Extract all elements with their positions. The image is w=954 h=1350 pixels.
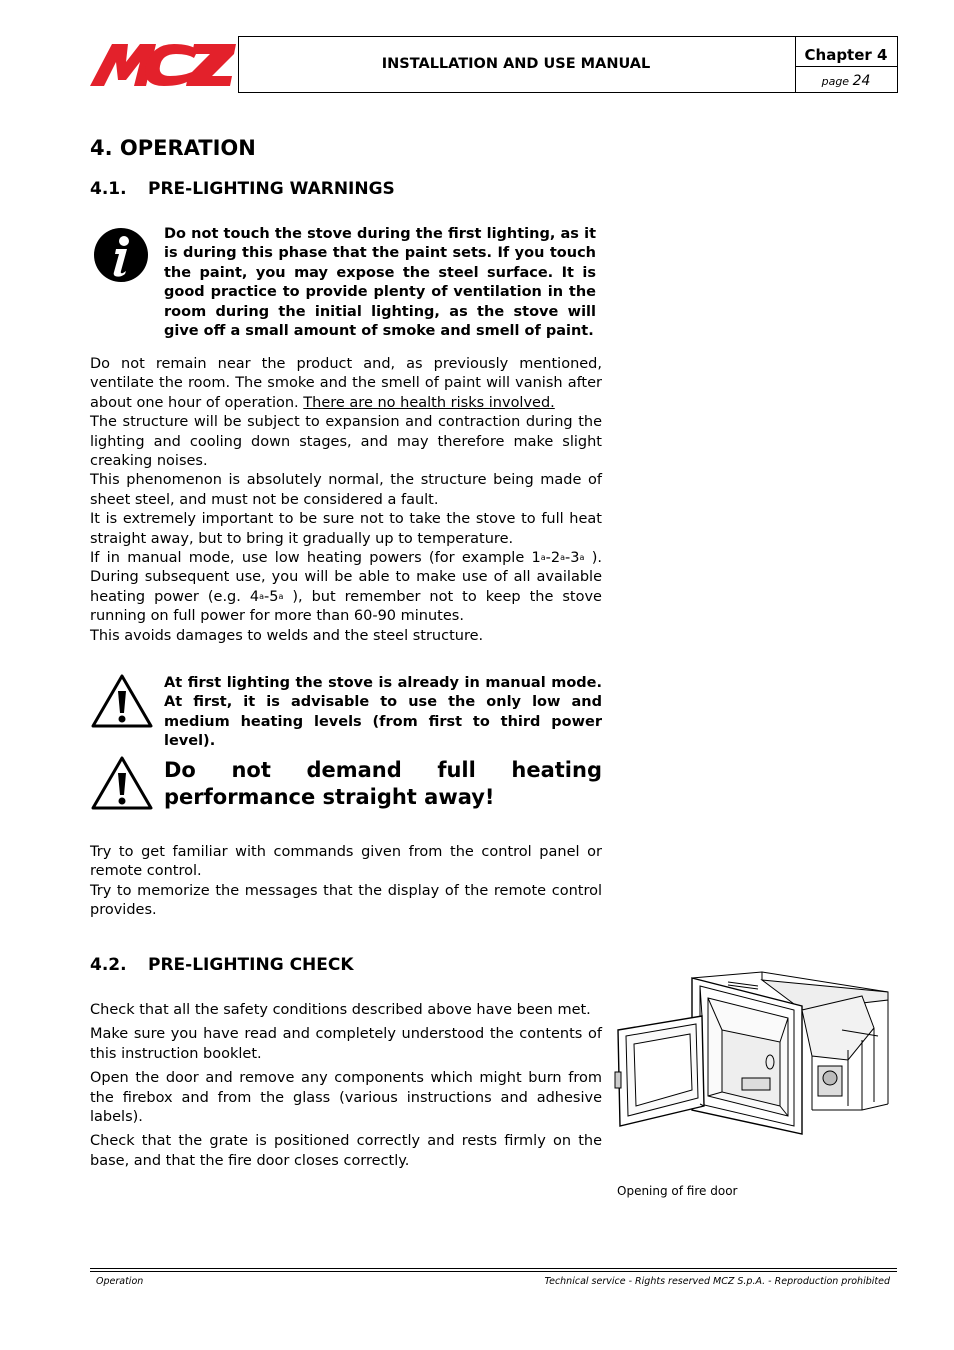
paragraph: It is extremely important to be sure not to take the stove to full heat straight away, but to bring it gradually up to temperature. [90,511,602,547]
paragraph: The structure will be subject to expansion and contraction during the lighting and cooling down stages, and may therefore make slight creaking noises. [90,414,602,470]
paragraph: Try to memorize the messages that the display of the remote control provides. [90,882,602,919]
superscript: a [560,553,566,563]
mcz-logo [90,44,236,86]
figure-caption: Opening of fire door [617,1184,738,1198]
page-number [795,73,897,89]
text-span: -2 [545,550,561,567]
stove-door-figure [612,970,892,1146]
subsection-heading-check [90,955,354,975]
text-span: ), but remember not to keep the stove running on full power for more than 60-90 minutes. [90,588,602,625]
familiarize-body [90,843,602,921]
paragraph: Check that all the safety conditions described above have been met. [90,1002,591,1018]
text-span: Do not remain near the product and, as previously mentioned, ventilate the room. The smoke and the smell of paint will vanish after about one hour of operation. [90,356,602,411]
subsection-heading-warnings [90,179,395,199]
paragraph: Make sure you have read and completely understood the contents of this instruction booklet. [90,1026,602,1062]
subsection-title: PRE-LIGHTING CHECK [148,955,354,975]
subsection-number: 4.2. [90,955,127,975]
superscript: a [540,553,546,563]
warning-triangle-icon [90,673,154,729]
paragraph: This phenomenon is absolutely normal, the structure being made of sheet steel, and must not be considered a fault. [90,472,602,508]
footer-section: Operation [96,1276,144,1287]
info-note: Do not touch the stove during the first lighting, as it is during this phase that the paint sets. If you touch the paint, you may expose the steel surface. It is good practice to provide plenty of ventilation in the room during the initial lighting, as the stove will give off a small amount of smoke and smell of paint. [164,226,596,340]
superscript: a [259,591,264,601]
text-span: If in manual mode, use low heating powers (for example 1 [90,550,541,567]
warnings-body [90,355,602,646]
subsection-number: 4.1. [90,179,127,199]
paragraph: Check that the grate is positioned correctly and rests firmly on the base, and that the fire door closes correctly. [90,1133,602,1169]
footer-rule [90,1271,897,1272]
paragraph: Open the door and remove any components which might burn from the firebox and from the glass (various instructions and adhesive labels). [90,1070,602,1126]
big-warning [164,757,602,811]
info-icon [92,226,150,284]
underlined-text: There are no health risks involved. [303,394,555,411]
check-body [90,1001,602,1171]
chapter-divider [795,66,897,67]
paragraph [90,549,602,627]
paragraph: Try to get familiar with commands given from the control panel or remote control. [90,844,602,880]
page-label: page [821,75,850,88]
caution-note: At first lighting the stove is already in manual mode. At first, it is advisable to use the only low and medium heating levels (from first to third power level). [164,675,602,750]
section-heading: 4. OPERATION [90,136,256,160]
text-span: ). During subsequent use, you will be able to make use of all available heating power (e.g. 4 [90,550,602,605]
big-warning-line-2: performance straight away! [164,785,495,809]
page-number-value: 24 [852,73,871,89]
superscript: a [579,553,585,563]
chapter-label: Chapter 4 [804,46,888,64]
superscript: a [278,591,284,601]
subsection-title: PRE-LIGHTING WARNINGS [148,179,395,199]
paragraph: This avoids damages to welds and the steel structure. [90,627,484,644]
warning-triangle-icon [90,755,154,811]
big-warning-line-1: Do not demand full heating [164,758,602,782]
text-span: -3 [565,550,580,567]
text-span: -5 [263,588,279,605]
footer-rule [90,1268,897,1269]
manual-title: INSTALLATION AND USE MANUAL [381,56,651,72]
paragraph [90,355,602,413]
footer-rights: Technical service - Rights reserved MCZ S.p.A. - Reproduction prohibited [544,1276,890,1287]
